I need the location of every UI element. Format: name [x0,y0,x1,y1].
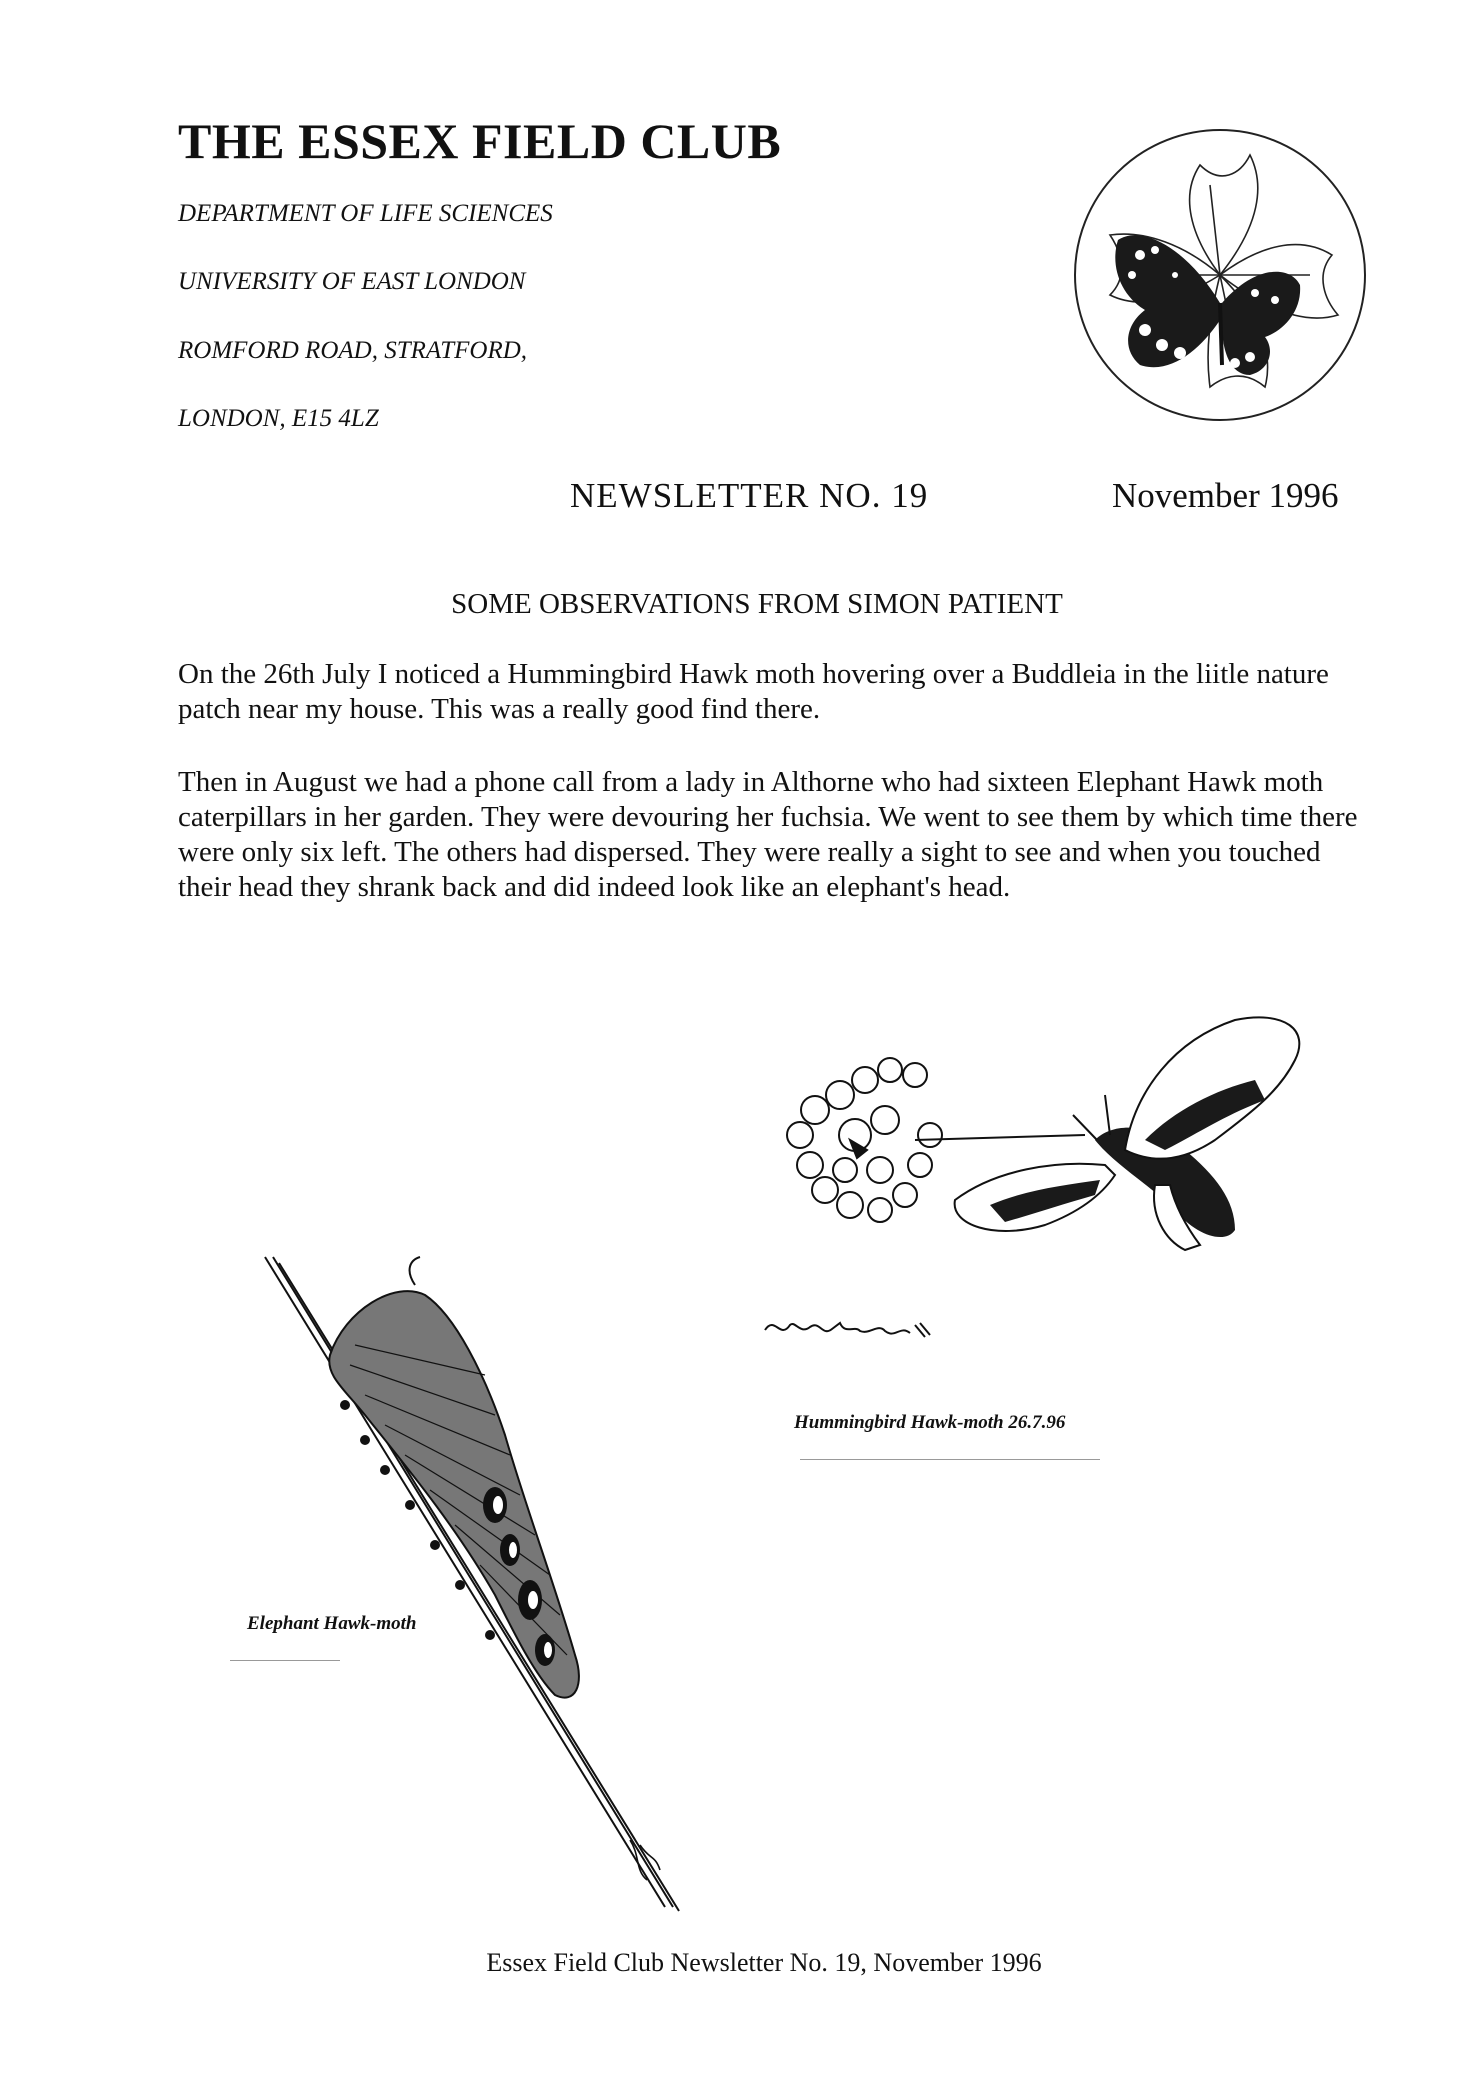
club-name: THE ESSEX FIELD CLUB [178,113,782,169]
caption-rule [230,1660,340,1661]
hummingbird-hawk-moth-drawing-icon [755,1000,1315,1330]
article-paragraph-1: On the 26th July I noticed a Hummingbird Hawk moth hovering over a Buddleia in the liitle nature patch near my house. This was a really good find there. [178,658,1329,725]
newsletter-number: NEWSLETTER NO. 19 [570,476,929,515]
page-footer: Essex Field Club Newsletter No. 19, November 1996 [486,1948,1042,1977]
elephant-hawk-moth-caterpillar-drawing-icon [255,1255,695,1915]
artist-signature-icon [760,1305,940,1355]
address-line-city: LONDON, E15 4LZ [178,405,379,432]
newsletter-date: November 1996 [1112,476,1339,515]
caption-rule [800,1459,1100,1460]
caterpillar-caption: Elephant Hawk-moth [247,1613,417,1634]
article-title: SOME OBSERVATIONS FROM SIMON PATIENT [451,588,1063,620]
moth-caption: Hummingbird Hawk-moth 26.7.96 [794,1412,1066,1433]
article-paragraph-2: Then in August we had a phone call from a lady in Althorne who had sixteen Elephant Hawk moth caterpillars in her garden. They were devouring her fuchsia. We went to see them by which time there were only six left. The others had dispersed. They were really a sight to see and when you touched their head they shrank back and did indeed look like an elephant's head. [178,766,1358,903]
butterfly-on-leaf-logo-icon [1070,125,1370,425]
address-line-department: DEPARTMENT OF LIFE SCIENCES [178,200,553,227]
address-line-road: ROMFORD ROAD, STRATFORD, [178,337,528,364]
address-line-university: UNIVERSITY OF EAST LONDON [178,268,526,295]
